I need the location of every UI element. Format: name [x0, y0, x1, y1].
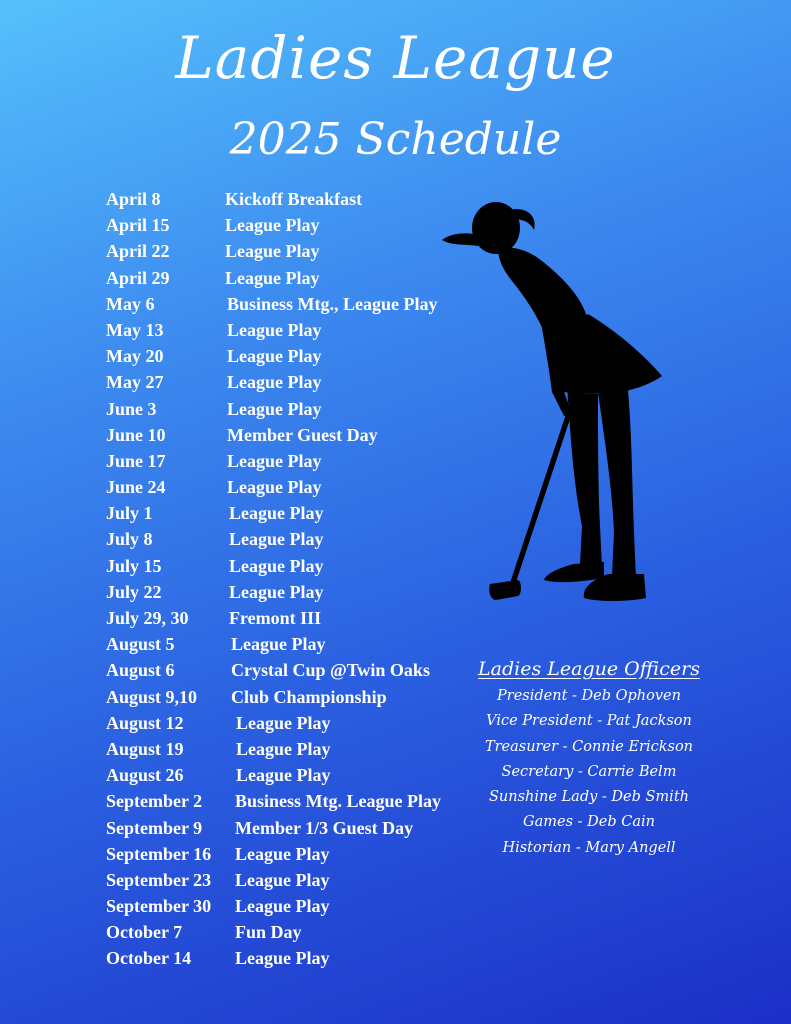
- schedule-date: September 16: [106, 843, 212, 864]
- officer-item: Historian - Mary Angell: [502, 839, 676, 856]
- schedule-date: June 3: [106, 398, 157, 419]
- schedule-row: [106, 579, 486, 605]
- schedule-row: [106, 841, 486, 867]
- schedule-row: [106, 657, 486, 683]
- schedule-date: October 14: [106, 948, 192, 969]
- officer-item: Treasurer - Connie Erickson: [484, 738, 694, 755]
- schedule-date: August 9,10: [106, 686, 198, 707]
- schedule-row: [106, 422, 486, 448]
- schedule-row: [106, 893, 486, 919]
- schedule-event: League Play: [227, 450, 322, 471]
- schedule-date: June 24: [106, 477, 166, 498]
- schedule-row: [106, 631, 486, 657]
- schedule-event: League Play: [229, 529, 324, 550]
- schedule-event: Business Mtg., League Play: [227, 293, 438, 314]
- schedule-event: League Play: [227, 477, 322, 498]
- schedule-event: Business Mtg. League Play: [235, 791, 442, 812]
- schedule-row: [106, 736, 486, 762]
- schedule-row: [106, 762, 486, 788]
- schedule-event: Member 1/3 Guest Day: [235, 817, 414, 838]
- schedule-event: League Play: [236, 765, 331, 786]
- schedule-event: League Play: [225, 215, 320, 236]
- officer-item: Games - Deb Cain: [523, 814, 655, 831]
- schedule-date: May 20: [106, 346, 164, 367]
- schedule-event: Member Guest Day: [227, 424, 378, 445]
- officer-item: Vice President - Pat Jackson: [486, 713, 692, 730]
- schedule-row: [106, 396, 486, 422]
- schedule-event: League Play: [235, 896, 330, 917]
- schedule-event: League Play: [231, 634, 326, 655]
- schedule-date: October 7: [106, 922, 183, 943]
- schedule-row: [106, 945, 486, 971]
- schedule-date: July 29, 30: [106, 608, 189, 628]
- schedule-event: Club Championship: [231, 686, 387, 707]
- schedule-date: August 5: [106, 634, 175, 655]
- schedule-event: Kickoff Breakfast: [225, 189, 363, 209]
- schedule-event: League Play: [229, 503, 324, 524]
- schedule-date: July 22: [106, 581, 162, 602]
- schedule-event: League Play: [229, 555, 324, 576]
- schedule-event: Fremont III: [229, 608, 322, 628]
- schedule-row: [106, 343, 486, 369]
- schedule-date: September 30: [106, 896, 212, 917]
- schedule-date: September 9: [106, 817, 203, 838]
- schedule-event: League Play: [235, 948, 330, 969]
- golfer-silhouette-icon: [438, 196, 668, 608]
- schedule-event: League Play: [225, 241, 320, 262]
- schedule-event: League Play: [235, 869, 330, 890]
- schedule-row: [106, 788, 486, 814]
- schedule-row: [106, 867, 486, 893]
- page-title: Ladies League: [175, 24, 616, 92]
- schedule-date: May 13: [106, 319, 164, 340]
- schedule-row: [106, 553, 486, 579]
- officers-section: [474, 658, 704, 861]
- officer-item: Sunshine Lady - Deb Smith: [488, 789, 689, 806]
- schedule-date: September 23: [106, 869, 212, 890]
- schedule-event: Fun Day: [235, 922, 302, 943]
- schedule-row: [106, 238, 486, 264]
- schedule-row: [106, 448, 486, 474]
- schedule-row: [106, 919, 486, 945]
- schedule-row: [106, 500, 486, 526]
- schedule-row: [106, 212, 486, 238]
- schedule-date: May 6: [106, 293, 155, 314]
- schedule-list: [106, 186, 486, 972]
- schedule-date: July 8: [106, 529, 153, 550]
- schedule-date: August 26: [106, 765, 184, 786]
- officer-item: Secretary - Carrie Belm: [501, 763, 677, 780]
- schedule-event: League Play: [225, 267, 320, 288]
- schedule-row: [106, 605, 486, 631]
- schedule-date: April 8: [106, 189, 161, 209]
- schedule-row: [106, 526, 486, 552]
- schedule-row: [106, 815, 486, 841]
- schedule-event: Crystal Cup @Twin Oaks: [231, 660, 430, 681]
- schedule-date: July 1: [106, 503, 153, 524]
- schedule-date: June 10: [106, 424, 166, 445]
- schedule-row: [106, 684, 486, 710]
- schedule-event: League Play: [227, 398, 322, 419]
- schedule-event: League Play: [236, 738, 331, 759]
- page-subtitle: 2025 Schedule: [229, 114, 562, 165]
- schedule-row: [106, 186, 486, 212]
- schedule-event: League Play: [227, 372, 322, 393]
- schedule-date: August 12: [106, 712, 184, 733]
- schedule-row: [106, 474, 486, 500]
- schedule-event: League Play: [236, 712, 331, 733]
- schedule-date: April 22: [106, 241, 170, 262]
- officers-list: [474, 684, 704, 861]
- schedule-date: April 15: [106, 215, 170, 236]
- schedule-row: [106, 710, 486, 736]
- schedule-date: May 27: [106, 372, 164, 393]
- schedule-date: April 29: [106, 267, 170, 288]
- schedule-date: August 19: [106, 738, 184, 759]
- schedule-event: League Play: [235, 843, 330, 864]
- schedule-event: League Play: [229, 581, 324, 602]
- officer-item: President - Deb Ophoven: [497, 688, 681, 704]
- schedule-row: [106, 265, 486, 291]
- schedule-date: July 15: [106, 555, 162, 576]
- officers-heading: Ladies League Officers: [478, 658, 700, 680]
- schedule-date: September 2: [106, 791, 203, 812]
- schedule-date: June 17: [106, 450, 166, 471]
- schedule-row: [106, 369, 486, 395]
- schedule-event: League Play: [227, 346, 322, 367]
- schedule-event: League Play: [227, 319, 322, 340]
- schedule-row: [106, 291, 486, 317]
- schedule-date: August 6: [106, 660, 175, 681]
- schedule-row: [106, 317, 486, 343]
